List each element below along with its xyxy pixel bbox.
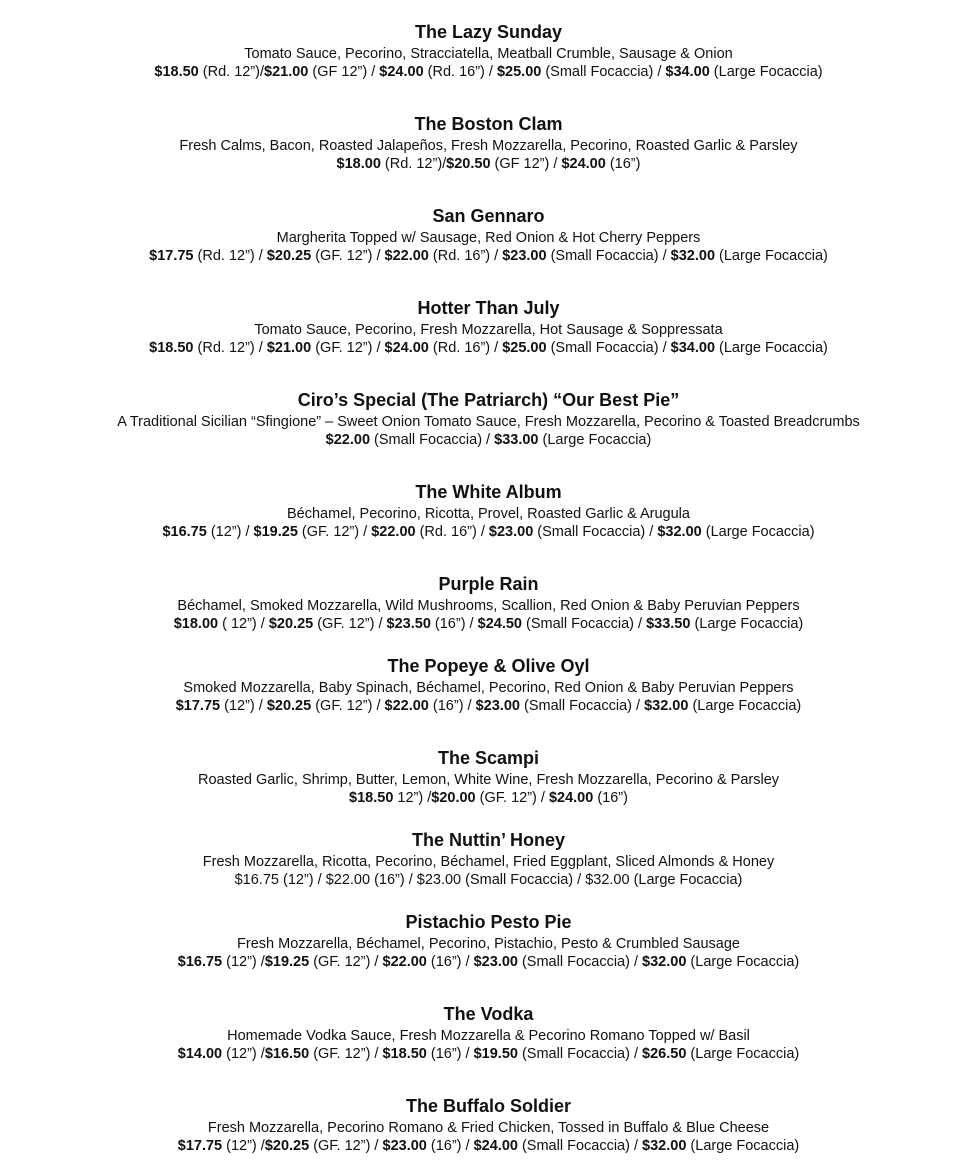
price-amount: $25.00 <box>496 64 542 80</box>
price-amount: $17.75 <box>149 248 194 264</box>
item-description: Margherita Topped w/ Sausage, Red Onion & Hot Cherry Peppers <box>276 230 701 246</box>
price-amount: $22.00 <box>325 432 371 448</box>
item-name: The White Album <box>415 482 562 502</box>
price-label: (Small Focaccia) / <box>521 616 647 632</box>
price-amount: $20.25 <box>264 1138 310 1154</box>
item-price <box>0 155 977 173</box>
price-amount: $18.50 <box>349 790 394 806</box>
price-label: (GF. 12”) / <box>297 524 372 540</box>
price-label: (Large Focaccia) <box>686 1046 800 1062</box>
price-label: (16”) <box>593 790 628 806</box>
price-label: (Small Focaccia) / <box>370 432 495 448</box>
price-label: (Rd. 16”) / <box>428 340 503 356</box>
item-name: Ciro’s Special (The Patriarch) “Our Best Pie” <box>297 390 680 410</box>
price-label: (GF. 12”) / <box>475 790 549 806</box>
price-amount: $23.00 <box>488 524 534 540</box>
price-amount: $34.00 <box>670 340 716 356</box>
price-amount: $21.00 <box>264 64 309 80</box>
price-label: (16”) / <box>426 954 474 970</box>
price-amount: $22.00 <box>384 248 429 264</box>
price-amount: $32.00 <box>657 524 702 540</box>
price-amount: $22.00 <box>384 698 429 714</box>
menu-item <box>0 21 977 81</box>
price-label: (Rd. 16”) / <box>423 64 497 80</box>
price-amount: $33.50 <box>646 616 691 632</box>
price-label: (16”) / <box>426 1138 474 1154</box>
price-amount: $16.75 <box>162 524 207 540</box>
price-label: (Rd. 12”) / <box>193 248 267 264</box>
price-amount: $20.25 <box>266 248 312 264</box>
item-name: The Popeye & Olive Oyl <box>387 656 590 676</box>
menu-item <box>0 747 977 807</box>
menu-item <box>0 829 977 889</box>
item-name: The Lazy Sunday <box>414 22 563 42</box>
price-label: (Large Focaccia) <box>701 524 815 540</box>
price-label: (Small Focaccia) / <box>541 64 666 80</box>
price-label: (GF. 12”) / <box>311 248 385 264</box>
price-label: (Rd. 16”) / <box>415 524 489 540</box>
item-description: A Traditional Sicilian “Sfingione” – Sweet Onion Tomato Sauce, Fresh Mozzarella, Pecorino & Toasted Breadcrumbs <box>117 414 860 430</box>
price-amount: $22.00 <box>382 954 427 970</box>
price-label: $16.75 (12”) / $22.00 (16”) / $23.00 (Small Focaccia) / $32.00 (Large Focaccia) <box>234 872 743 888</box>
price-label: (Large Focaccia) <box>715 340 828 356</box>
menu-item <box>0 655 977 715</box>
item-description: Béchamel, Smoked Mozzarella, Wild Mushrooms, Scallion, Red Onion & Baby Peruvian Peppers <box>177 598 800 614</box>
price-amount: $18.50 <box>154 64 199 80</box>
item-price <box>0 63 977 81</box>
price-amount: $23.00 <box>473 954 518 970</box>
item-name: San Gennaro <box>432 206 545 226</box>
price-label: 12”) / <box>393 790 432 806</box>
item-price <box>0 953 977 971</box>
price-label: (Small Focaccia) / <box>519 698 645 714</box>
price-amount: $32.00 <box>642 1138 687 1154</box>
price-amount: $17.75 <box>175 698 221 714</box>
item-name: Hotter Than July <box>417 298 560 318</box>
menu-item <box>0 1095 977 1155</box>
price-label: (12”) / <box>222 1138 265 1154</box>
price-label: (GF. 12”) / <box>309 1046 383 1062</box>
price-amount: $24.00 <box>548 790 594 806</box>
price-label: (12”) / <box>222 1046 265 1062</box>
price-amount: $14.00 <box>177 1046 223 1062</box>
item-description: Roasted Garlic, Shrimp, Butter, Lemon, White Wine, Fresh Mozzarella, Pecorino & Parsley <box>197 772 780 788</box>
price-amount: $16.75 <box>177 954 223 970</box>
price-label: (GF. 12”) / <box>311 340 385 356</box>
item-description: Homemade Vodka Sauce, Fresh Mozzarella & Pecorino Romano Topped w/ Basil <box>227 1028 750 1044</box>
price-label: (GF. 12”) / <box>309 954 383 970</box>
price-label: (16”) / <box>426 1046 474 1062</box>
price-label: (12”) / <box>222 954 265 970</box>
price-amount: $16.50 <box>264 1046 310 1062</box>
price-label: (Rd. 12”)/ <box>198 64 265 80</box>
price-amount: $34.00 <box>665 64 710 80</box>
item-price <box>0 789 977 807</box>
price-amount: $24.50 <box>477 616 522 632</box>
price-label: (Large Focaccia) <box>538 432 652 448</box>
price-amount: $23.50 <box>386 616 431 632</box>
price-label: (Large Focaccia) <box>688 698 802 714</box>
item-description: Fresh Mozzarella, Ricotta, Pecorino, Béchamel, Fried Eggplant, Sliced Almonds & Honey <box>202 854 775 870</box>
price-label: (Large Focaccia) <box>690 616 804 632</box>
item-price <box>0 339 977 357</box>
menu-item <box>0 389 977 449</box>
price-amount: $24.00 <box>379 64 424 80</box>
menu-item <box>0 297 977 357</box>
price-label: (GF. 12”) / <box>309 1138 383 1154</box>
price-label: (12”) / <box>206 524 254 540</box>
price-label: (16”) / <box>430 616 478 632</box>
price-amount: $20.50 <box>446 156 491 172</box>
item-description: Fresh Mozzarella, Béchamel, Pecorino, Pistachio, Pesto & Crumbled Sausage <box>237 936 740 952</box>
price-amount: $33.00 <box>494 432 539 448</box>
item-description: Béchamel, Pecorino, Ricotta, Provel, Roasted Garlic & Arugula <box>287 506 690 522</box>
price-amount: $32.00 <box>670 248 716 264</box>
price-amount: $24.00 <box>384 340 429 356</box>
price-label: (Rd. 12”) / <box>193 340 267 356</box>
menu-item <box>0 113 977 173</box>
price-amount: $18.00 <box>336 156 381 172</box>
price-amount: $25.00 <box>502 340 547 356</box>
item-price <box>0 871 977 889</box>
price-amount: $20.25 <box>268 616 314 632</box>
price-amount: $26.50 <box>642 1046 687 1062</box>
price-label: (Rd. 16”) / <box>428 248 503 264</box>
price-label: (16”) <box>605 156 641 172</box>
item-price <box>0 523 977 541</box>
menu-item <box>0 1003 977 1063</box>
price-amount: $20.25 <box>266 698 312 714</box>
price-amount: $18.00 <box>173 616 219 632</box>
price-label: (12”) / <box>220 698 267 714</box>
price-amount: $24.00 <box>561 156 606 172</box>
item-name: The Scampi <box>437 748 540 768</box>
menu-item <box>0 205 977 265</box>
price-label: (Small Focaccia) / <box>517 1138 643 1154</box>
price-amount: $24.00 <box>473 1138 518 1154</box>
price-amount: $18.50 <box>149 340 194 356</box>
item-name: The Buffalo Soldier <box>405 1096 571 1116</box>
item-price <box>0 697 977 715</box>
item-description: Fresh Mozzarella, Pecorino Romano & Fried Chicken, Tossed in Buffalo & Blue Cheese <box>207 1120 770 1136</box>
item-description: Smoked Mozzarella, Baby Spinach, Béchamel, Pecorino, Red Onion & Baby Peruvian Peppers <box>183 680 794 696</box>
item-name: The Nuttin’ Honey <box>412 830 565 850</box>
item-description: Tomato Sauce, Pecorino, Stracciatella, Meatball Crumble, Sausage & Onion <box>244 46 733 62</box>
price-label: (Large Focaccia) <box>709 64 823 80</box>
item-name: Purple Rain <box>438 574 539 594</box>
price-amount: $32.00 <box>644 698 689 714</box>
price-amount: $20.00 <box>431 790 476 806</box>
price-label: (Large Focaccia) <box>715 248 828 264</box>
menu-item <box>0 573 977 633</box>
price-amount: $19.50 <box>473 1046 518 1062</box>
menu-item <box>0 911 977 971</box>
price-label: (Small Focaccia) / <box>546 340 671 356</box>
price-label: (Rd. 12”)/ <box>380 156 447 172</box>
price-label: (GF. 12”) / <box>311 698 385 714</box>
item-description: Tomato Sauce, Pecorino, Fresh Mozzarella, Hot Sausage & Soppressata <box>254 322 723 338</box>
price-amount: $17.75 <box>177 1138 223 1154</box>
price-label: ( 12”) / <box>218 616 269 632</box>
price-amount: $19.25 <box>264 954 310 970</box>
item-description: Fresh Calms, Bacon, Roasted Jalapeños, Fresh Mozzarella, Pecorino, Roasted Garlic & Parsley <box>179 138 798 154</box>
price-label: (16”) / <box>428 698 476 714</box>
price-label: (GF. 12”) / <box>313 616 387 632</box>
price-label: (Small Focaccia) / <box>517 1046 643 1062</box>
price-amount: $21.00 <box>266 340 312 356</box>
price-amount: $18.50 <box>382 1046 427 1062</box>
price-amount: $23.00 <box>382 1138 427 1154</box>
price-amount: $23.00 <box>475 698 520 714</box>
item-price <box>0 1137 977 1155</box>
price-label: (GF 12”) / <box>490 156 562 172</box>
price-amount: $32.00 <box>642 954 687 970</box>
price-label: (Small Focaccia) / <box>517 954 643 970</box>
menu-item <box>0 481 977 541</box>
price-label: (Large Focaccia) <box>686 1138 800 1154</box>
item-price <box>0 431 977 449</box>
price-label: (Small Focaccia) / <box>533 524 658 540</box>
item-name: Pistachio Pesto Pie <box>405 912 572 932</box>
item-name: The Boston Clam <box>414 114 563 134</box>
price-amount: $22.00 <box>371 524 416 540</box>
item-name: The Vodka <box>443 1004 534 1024</box>
price-label: (GF 12”) / <box>308 64 380 80</box>
price-label: (Small Focaccia) / <box>546 248 671 264</box>
price-label: (Large Focaccia) <box>686 954 800 970</box>
price-amount: $23.00 <box>502 248 547 264</box>
item-price <box>0 247 977 265</box>
item-price <box>0 1045 977 1063</box>
price-amount: $19.25 <box>253 524 298 540</box>
item-price <box>0 615 977 633</box>
